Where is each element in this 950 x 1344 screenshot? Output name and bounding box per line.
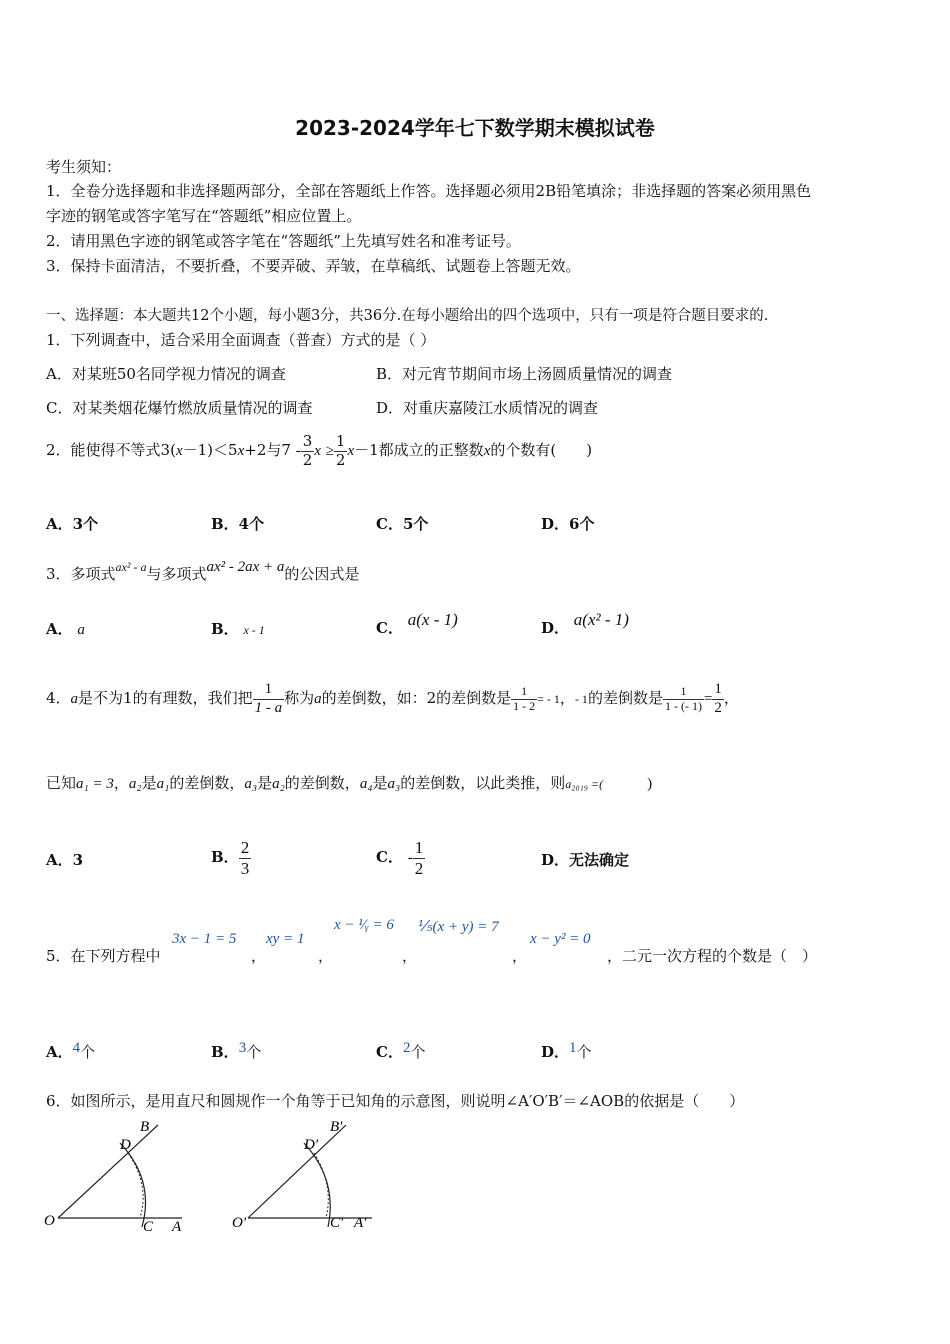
- q2-option-d: D．6个: [541, 515, 595, 533]
- q3-stem: [46, 552, 359, 589]
- q5-option-d: [541, 1040, 592, 1062]
- q4-var-a: a: [70, 691, 79, 707]
- q4-close-paren: ): [647, 776, 653, 792]
- q4-stem-line-2: [46, 772, 652, 793]
- q1-option-b: B．对元宵节期间市场上汤圆质量情况的调查: [376, 365, 673, 383]
- q5-comma-3: ，: [402, 947, 418, 965]
- fig1-arc-solid: [120, 1143, 146, 1227]
- q3-option-a-label: A．: [46, 620, 73, 638]
- q2-fraction-3-2: [301, 433, 315, 469]
- q6-figure-2: [230, 1115, 390, 1240]
- q5-equation-4: ⅕(x + y) = 7: [418, 919, 499, 935]
- q2-var-x-2: x: [237, 443, 245, 459]
- fig2-arc-dotted: [314, 1153, 328, 1218]
- q4-frac2-den: 1 - 2: [513, 698, 536, 713]
- q2-minus: -: [295, 443, 301, 459]
- q3-text-pre: 3．多项式: [46, 565, 116, 583]
- q4-equals: =: [703, 691, 713, 707]
- q5-option-d-num: 1: [569, 1040, 577, 1056]
- q5-option-c-unit: 个: [410, 1043, 426, 1061]
- q4-is-2: 是: [257, 774, 273, 792]
- section-heading: 一、选择题：本大题共12个小题，每小题3分，共36分.在每小题给出的四个选项中，只有一项是符合题目要求的.: [46, 308, 769, 324]
- q5-text-pre: 5．在下列方程中: [46, 947, 161, 965]
- q5-comma-1: ，: [251, 947, 267, 965]
- q4-option-b-fraction: [239, 838, 252, 878]
- q4-a2-ref: a₂: [272, 776, 285, 792]
- q4-c-minus: -: [407, 850, 413, 866]
- q4-option-d: D．无法确定: [541, 851, 630, 869]
- q2-geq: ≥: [325, 443, 334, 459]
- q4-fraction-1-over-1-minus-a: [253, 681, 285, 717]
- q5-option-c: [376, 1040, 425, 1062]
- q3-option-c-label: C．: [376, 619, 403, 637]
- q1-option-a: A．对某班50名同学视力情况的调查: [46, 365, 286, 383]
- q4-frac1-den: 1 - a: [254, 699, 283, 716]
- q5-option-b-unit: 个: [246, 1043, 262, 1061]
- q4-a4: a₄: [359, 776, 373, 792]
- q4-option-a: A．3: [46, 851, 84, 869]
- q2-var-x: x: [175, 443, 183, 459]
- q4-a3-ref: a₃: [387, 776, 401, 792]
- q5-option-a-unit: 个: [80, 1043, 96, 1061]
- q4-fraction-1-over-1-minus-neg1: [663, 685, 704, 714]
- q4-option-b: [211, 824, 251, 890]
- q5-option-b-num: 3: [238, 1040, 247, 1056]
- q4-text-1: 是不为1的有理数，我们把: [78, 689, 253, 707]
- q4-a1-eq-3: a₁ = 3: [76, 776, 114, 792]
- q3-option-d: [541, 610, 629, 638]
- fig2-ray-ob: [248, 1125, 346, 1218]
- q5-option-a-num: 4: [72, 1040, 81, 1056]
- fig1-label-c: C: [143, 1219, 154, 1235]
- q2-option-a: A．3个: [46, 515, 99, 533]
- q4-diff-1: 的差倒数，: [169, 774, 245, 792]
- q4-frac1-num: 1: [264, 681, 273, 698]
- q4-l2-post: 的差倒数，以此类推，则: [400, 774, 566, 792]
- fig2-label-o: O′: [232, 1215, 247, 1231]
- q4-c-den: 2: [414, 858, 424, 878]
- q5-equation-1: 3x − 1 = 5: [172, 931, 237, 947]
- q5-option-b-label: B．: [211, 1043, 239, 1061]
- q4-option-b-label: B．: [211, 848, 239, 866]
- q5-comma-2: ，: [318, 947, 334, 965]
- q4-number: 4．: [46, 689, 71, 707]
- q1-option-c: C．对某类烟花爆竹燃放质量情况的调查: [46, 399, 313, 417]
- q5-equation-3: x − ¹⁄ᵧ = 6: [334, 917, 394, 933]
- q4-is-3: 是: [372, 774, 388, 792]
- q5-option-c-label: C．: [376, 1043, 403, 1061]
- fig1-ray-ob: [58, 1125, 158, 1218]
- q5-option-d-label: D．: [541, 1043, 570, 1061]
- q4-sep-1: ，: [113, 774, 129, 792]
- q4-diff-2: 的差倒数，: [284, 774, 360, 792]
- q4-text-5: 的差倒数是: [587, 689, 663, 707]
- q4-option-c-fraction: [413, 838, 426, 878]
- q4-option-c: [376, 824, 425, 891]
- q2-var-x-5: x: [483, 443, 491, 459]
- q4-frac4-den: 2: [714, 699, 722, 716]
- q3-option-b-label: B．: [211, 620, 239, 638]
- q3-option-b-expr: x - 1: [243, 623, 265, 637]
- q4-l2-pre: 已知: [46, 774, 77, 792]
- q4-frac3-num: 1: [680, 683, 687, 698]
- q4-a2: a₂: [128, 776, 142, 792]
- q6-stem: 6．如图所示，是用直尺和圆规作一个角等于已知角的示意图，则说明∠A′O′B′＝∠AOB的依据是（ ）: [46, 1092, 745, 1110]
- q3-text-mid: 与多项式: [146, 565, 207, 583]
- q4-is-1: 是: [141, 774, 157, 792]
- q2-frac1-num: 3: [302, 432, 313, 451]
- q3-option-d-label: D．: [541, 619, 570, 637]
- q6-figure-1: [40, 1115, 200, 1240]
- q3-option-a: [46, 618, 85, 639]
- notice-heading: 考生须知：: [46, 158, 122, 176]
- fig2-label-b: B′: [330, 1119, 343, 1135]
- q4-frac2-num: 1: [521, 683, 528, 698]
- q5-option-c-num: 2: [402, 1040, 411, 1056]
- q4-b-den: 3: [240, 858, 250, 878]
- q1-option-d: D．对重庆嘉陵江水质情况的调查: [376, 399, 599, 417]
- q4-fraction-1-over-1-minus-2: [511, 685, 537, 714]
- q4-fraction-1-2: [712, 681, 724, 717]
- q2-frac2-num: 1: [335, 432, 346, 451]
- q4-neg-1: - 1: [574, 692, 588, 706]
- q5-equation-2: xy = 1: [266, 931, 305, 947]
- q4-frac4-num: 1: [714, 681, 722, 698]
- q3-expr-2: ax² - 2ax + a: [206, 559, 285, 575]
- q5-option-a-label: A．: [46, 1043, 73, 1061]
- page-title: 2023-2024学年七下数学期末模拟试卷: [295, 116, 655, 140]
- q2-frac1-den: 2: [302, 450, 313, 469]
- q3-expr-1: ax² - a: [115, 560, 147, 574]
- fig2-label-a: A′: [354, 1215, 367, 1231]
- q3-text-post: 的公因式是: [284, 565, 360, 583]
- notice-line-1: 1．全卷分选择题和非选择题两部分，全部在答题纸上作答。选择题必须用2B铅笔填涂；非选择题的答案必须用黑色: [46, 182, 812, 200]
- q2-text-mid2: +2与7: [244, 441, 291, 459]
- q4-option-c-label: C．: [376, 848, 403, 866]
- q2-stem: [46, 430, 592, 471]
- q2-text-post2: 的个数有( ): [490, 441, 593, 459]
- q2-fraction-1-2: [334, 433, 348, 469]
- q2-text-post: －1都成立的正整数: [354, 441, 484, 459]
- notice-line-4: 3．保持卡面清洁，不要折叠，不要弄破、弄皱，在草稿纸、试题卷上答题无效。: [46, 257, 581, 275]
- q4-a3: a₃: [244, 776, 258, 792]
- fig1-label-b: B: [140, 1119, 150, 1135]
- fig1-label-d: D: [120, 1137, 131, 1153]
- q3-option-b: [211, 618, 265, 639]
- q2-option-b: B．4个: [211, 515, 265, 533]
- q5-text-post: ，二元一次方程的个数是（ ）: [607, 947, 818, 965]
- q5-comma-4: ，: [512, 947, 528, 965]
- fig2-label-d: D′: [304, 1137, 319, 1153]
- q5-option-b: [211, 1040, 261, 1062]
- q3-option-a-expr: a: [77, 622, 85, 638]
- q4-a2019: a₂₀₁₉ =(: [565, 777, 604, 791]
- q4-eq-minus-1: = - 1: [537, 692, 560, 706]
- notice-line-2: 字迹的钢笔或答字笔写在“答题纸”相应位置上。: [46, 207, 362, 225]
- fig1-label-a: A: [172, 1219, 182, 1235]
- q4-text-3: 的差倒数，如：2的差倒数是: [321, 689, 512, 707]
- q4-text-4: ，: [559, 689, 575, 707]
- q2-text-mid: －1)＜5: [182, 441, 238, 459]
- q4-a1-ref: a₁: [156, 776, 170, 792]
- q4-stem-line-1: [46, 668, 739, 729]
- q4-b-num: 2: [240, 837, 250, 857]
- notice-line-3: 2．请用黑色字迹的钢笔或答字笔在“答题纸”上先填写姓名和准考证号。: [46, 232, 521, 250]
- q4-text-6: ，: [723, 689, 739, 707]
- q2-var-x-3: x: [314, 443, 321, 459]
- q3-option-c: [376, 610, 458, 638]
- fig2-label-c: C′: [330, 1215, 344, 1231]
- q3-option-c-expr: a(x - 1): [407, 610, 458, 629]
- q5-option-d-unit: 个: [576, 1043, 592, 1061]
- q3-option-d-expr: a(x² - 1): [573, 610, 629, 629]
- q2-option-c: C．5个: [376, 515, 429, 533]
- q2-var-x-4: x: [347, 443, 355, 459]
- q5-option-a: [46, 1040, 95, 1062]
- q1-stem: 1．下列调查中，适合采用全面调查（普查）方式的是（ ）: [46, 331, 436, 349]
- q5-equation-5: x − y² = 0: [530, 931, 591, 947]
- fig1-label-o: O: [44, 1213, 55, 1229]
- q4-var-a-2: a: [314, 691, 322, 707]
- q4-text-2: 称为: [284, 689, 315, 707]
- q4-frac3-den: 1 - (- 1): [664, 698, 702, 713]
- fig1-arc-dotted: [128, 1153, 143, 1218]
- q2-text-pre: 2．能使得不等式3(: [46, 441, 176, 459]
- q4-c-num: 1: [414, 837, 424, 857]
- q2-frac2-den: 2: [335, 450, 346, 469]
